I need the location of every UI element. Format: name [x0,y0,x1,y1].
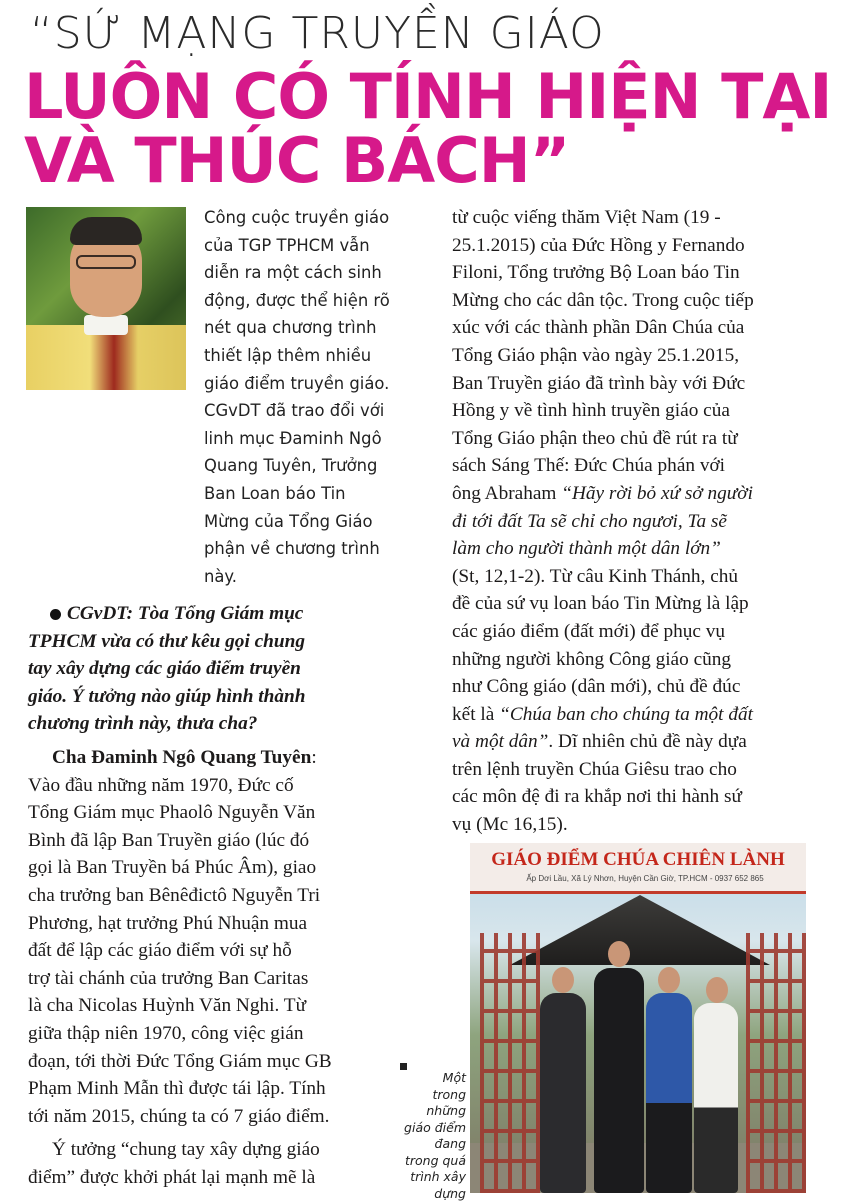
answer-line: đất để lập các giáo điểm với sự hỗ [28,937,388,965]
intro-line: Quang Tuyên, Trưởng [204,452,432,480]
answer-line: đoạn, tới thời Đức Tổng Giám mục GB [28,1048,388,1076]
person-1 [540,993,586,1193]
theme-quote: “Chúa ban cho chúng ta một đất [499,704,753,725]
portrait-collar [84,315,128,335]
left-column [28,600,388,1191]
gate-left [480,933,540,1193]
body-line: Tổng Giáo phận theo chủ đề rút ra từ [452,425,812,453]
body-line: từ cuộc viếng thăm Việt Nam (19 - [452,204,812,232]
portrait-photo [26,207,186,390]
caption-line: Một [400,1070,466,1087]
body-line: các môn đệ đi ra khắp nơi thi hành sứ [452,783,812,811]
body-line: Mừng cho các dân tộc. Trong cuộc tiếp [452,287,812,315]
person-2 [594,968,644,1193]
quote-prefix: kết là [452,704,499,725]
question-line: tay xây dựng các giáo điểm truyền [28,655,388,683]
answer-line: gọi là Ban Truyền bá Phúc Âm), giao [28,854,388,882]
interview-question [28,600,388,738]
answer-line: giữa thập niên 1970, công việc gián [28,1020,388,1048]
answer-colon: : [311,747,316,768]
caption-line: đang [400,1136,466,1153]
answer-line: Bình đã lập Ban Truyền giáo (lúc đó [28,827,388,855]
body-line: những người không Công giáo cũng [452,646,812,674]
body-line: 25.1.2015) của Đức Hồng y Fernando [452,232,812,260]
body-line: như Công giáo (dân mới), chủ đề đúc [452,673,812,701]
station-sign [470,843,806,894]
caption-line: trình xây [400,1169,466,1186]
gate-roof [510,895,770,965]
scripture-quote: “Hãy rời bỏ xứ sở người [561,483,753,504]
caption-line: trong [400,1087,466,1104]
caption-line: dựng [400,1186,466,1202]
body-line: các giáo điểm (đất mới) để phục vụ [452,618,812,646]
person-2-head [608,941,630,967]
question-line: TPHCM vừa có thư kêu gọi chung [28,628,388,656]
intro-line: của TGP TPHCM vẫn [204,232,432,260]
caption-bullet-icon [400,1063,407,1070]
body-line [452,728,812,756]
photo-caption [400,1063,466,1202]
intro-line: Công cuộc truyền giáo [204,204,432,232]
body-line: Filoni, Tổng trưởng Bộ Loan báo Tin [452,259,812,287]
scripture-quote: đi tới đất Ta sẽ chỉ cho ngươi, Ta sẽ [452,508,812,536]
intro-line: Ban Loan báo Tin [204,480,432,508]
answer-line: cha trưởng ban Bênêđictô Nguyễn Tri [28,882,388,910]
headline-line-2: LUÔN CÓ TÍNH HIỆN TẠI [24,62,854,132]
intro-line: giáo điểm truyền giáo. [204,370,432,398]
answer-speaker: Cha Đaminh Ngô Quang Tuyên [52,747,311,768]
answer-line: điểm” được khởi phát lại mạnh mẽ là [28,1164,388,1192]
body-line: sách Sáng Thế: Đức Chúa phán với [452,452,812,480]
sign-address: Ấp Dơi Lầu, Xã Lý Nhơn, Huyện Cần Giờ, TP.HCM - 0937 652 865 [510,874,780,883]
intro-line: diễn ra một cách sinh [204,259,432,287]
intro-line: Mừng của Tổng Giáo [204,508,432,536]
person-3 [646,993,692,1193]
mission-station-photo [470,843,806,1193]
answer-line: Vào đầu những năm 1970, Đức cố [28,772,388,800]
body-line: vụ (Mc 16,15). [452,811,812,839]
intro-line: phận về chương trình [204,535,432,563]
answer-line: Ý tưởng “chung tay xây dựng giáo [28,1136,388,1164]
question-line: CGvDT: Tòa Tổng Giám mục [67,603,303,624]
person-4-head [706,977,728,1003]
caption-line: những [400,1103,466,1120]
body-line: xúc với các thành phần Dân Chúa của [452,314,812,342]
intro-line: này. [204,563,432,591]
question-line: giáo. Ý tưởng nào giúp hình thành [28,683,388,711]
quote-prefix: ông Abraham [452,483,561,504]
scripture-quote: làm cho người thành một dân lớn” [452,535,812,563]
person-1-head [552,967,574,993]
portrait-hair [70,217,142,245]
headline-line-1: “SỨ MẠNG TRUYỀN GIÁO [30,6,850,62]
answer-line: Tổng Giám mục Phaolô Nguyễn Văn [28,799,388,827]
body-line: đề của sứ vụ loan báo Tin Mừng là lập [452,590,812,618]
answer-line: tới năm 2015, chúng ta có 7 giáo điểm. [28,1103,388,1131]
answer-line: là cha Nicolas Huỳnh Văn Nghi. Từ [28,992,388,1020]
intro-line: nét qua chương trình [204,314,432,342]
body-line [452,480,812,508]
portrait-glasses [76,255,136,269]
intro-line: linh mục Đaminh Ngô [204,425,432,453]
body-line: trên lệnh truyền Chúa Giêsu trao cho [452,756,812,784]
headline-line-3: VÀ THÚC BÁCH” [24,126,854,196]
answer-line: Phạm Minh Mẫn thì được tái lập. Tính [28,1075,388,1103]
person-3-head [658,967,680,993]
body-line: (St, 12,1-2). Từ câu Kinh Thánh, chủ [452,563,812,591]
intro-line: CGvDT đã trao đổi với [204,397,432,425]
body-line [452,701,812,729]
answer-lead [28,744,388,772]
intro-line: thiết lập thêm nhiều [204,342,432,370]
bullet-icon [50,609,61,620]
intro-paragraph [204,204,432,590]
caption-line: trong quá [400,1153,466,1170]
quote-suffix: . Dĩ nhiên chủ đề này dựa [548,731,746,752]
sign-title: GIÁO ĐIỂM CHÚA CHIÊN LÀNH [480,849,796,871]
person-4 [694,1003,738,1193]
body-line: Tổng Giáo phận vào ngày 25.1.2015, [452,342,812,370]
theme-quote: và một dân” [452,731,548,752]
body-line: Ban Truyền giáo đã trình bày với Đức [452,370,812,398]
body-line: Hồng y về tình hình truyền giáo của [452,397,812,425]
answer-line: trợ tài chánh của trưởng Ban Caritas [28,965,388,993]
intro-line: động, được thể hiện rõ [204,287,432,315]
answer-line: Phương, hạt trưởng Phú Nhuận mua [28,910,388,938]
caption-line: giáo điểm [400,1120,466,1137]
right-column [452,204,812,839]
question-line: chương trình này, thưa cha? [28,710,388,738]
gate-right [746,933,806,1193]
